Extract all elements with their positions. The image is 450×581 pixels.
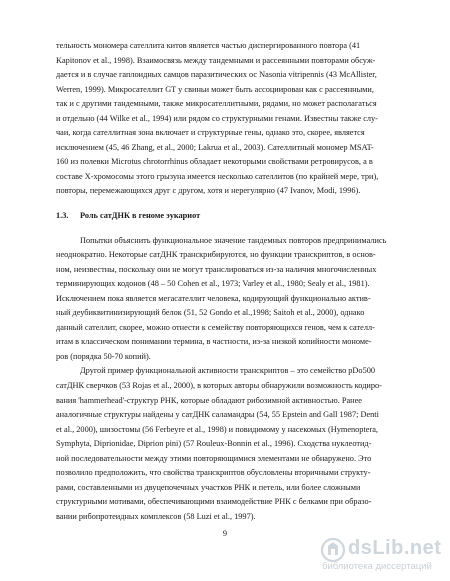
text-line: ров (порядка 50-70 копий). bbox=[56, 351, 151, 361]
text-line: ный деубиквитинизирующий белок (51, 52 Gondo et al.,1998; Saitoh et al., 2000), однако bbox=[56, 308, 365, 318]
text-line: ном, неизвестны, поскольку они не могут транслироваться из-за наличия многочисленных bbox=[56, 264, 377, 274]
text-line: составе X-хромосомы этого грызуна имеется несколько сателлитов (по крайней мере, три), bbox=[56, 171, 379, 181]
text-line: вания 'hammerhead'-структур РНК, которые обладают рибозимной активностью. Ранее bbox=[56, 395, 362, 405]
text-line: аналогичные структуры найдены у сатДНК саламандры (54, 55 Epstein and Gall 1987; Denti bbox=[56, 410, 379, 420]
text-line: структурными мотивами, обеспечивающими взаимодействие РНК с белками при образо- bbox=[56, 497, 372, 507]
section-number: 1.3. bbox=[56, 211, 69, 221]
page-number: 9 bbox=[222, 529, 228, 538]
text-line: сатДНК сверчков (53 Rojas et al., 2000), в которых авторы обнаружили возможность кодиро- bbox=[56, 381, 382, 391]
text-line: данный сателлит, скорее, можно отнести к семейству повторяющихся генов, чем к сателл- bbox=[56, 322, 375, 332]
paragraph-1 bbox=[56, 39, 412, 199]
section-title: Роль сатДНК в геноме эукариот bbox=[80, 211, 201, 221]
text-line: так и с другими тандемными, также микросателлитными, рядами, но может располагаться bbox=[56, 99, 377, 109]
text-line: итам в классическом понимании термина, в частности, из-за низкой копийности мономе- bbox=[56, 337, 372, 347]
watermark-domain: dsLib.net bbox=[348, 537, 442, 559]
watermark bbox=[320, 537, 442, 575]
text-line: позволило предположить, что свойства транскриптов обусловлены вторичными структу- bbox=[56, 468, 371, 478]
text-line: и отдельно (44 Wilke et al., 1994) или рядом со структурными генами. Известны также слу- bbox=[56, 113, 378, 123]
text-line: Kapitonov et al., 1998). Взаимосвязь между тандемными и рассеянными повторами обсуж- bbox=[56, 55, 376, 65]
watermark-subtitle: библиотека диссертаций bbox=[322, 561, 432, 572]
text-line: Попытки объяснить функциональное значение тандемных повторов предпринимались bbox=[80, 235, 387, 245]
text-line: рами, составленными из двуцепочечных участков РНК и петель, или более сложными bbox=[56, 482, 361, 492]
text-line: терминирующих кодонов (48 – 50 Cohen et al., 1973; Varley et al., 1980; Sealy et al., 1981). bbox=[56, 279, 370, 289]
paragraph-3 bbox=[56, 364, 412, 524]
text-line: исключением (45, 46 Zhang, et al., 2000; Lakrua et al., 2003). Сателлитный мономер MSAT- bbox=[56, 142, 374, 152]
text-line: et al., 2000), шизостомы (56 Ferbeyre et al., 1998) и повидимому у насекомых (Hymenoptera, bbox=[56, 424, 378, 434]
text-line: ной последовательности между этими повторяющимися элементами не обнаружено. Это bbox=[56, 453, 372, 463]
text-line: Исключением пока является мегасателлит человека, кодирующий функционально актив- bbox=[56, 293, 371, 303]
section-heading bbox=[56, 209, 412, 224]
text-line: повторы, перемежающихся друг с другом, хотя и нерегулярно (47 Ivanov, Modi, 1996). bbox=[56, 186, 361, 196]
text-line: Symphyta, Diprionidae, Diprion pini) (57 Rouleux-Bonnin et al., 1996). Сходства нуклеотид- bbox=[56, 439, 372, 449]
text-line: Другой пример функциональной активности транскриптов – это семейство pDo500 bbox=[80, 366, 376, 376]
text-line: чаи, когда сателлитная зона включает и структурные гены, однако это, скорее, является bbox=[56, 128, 365, 138]
text-line: вании рибопротеидных комплексов (58 Luzi et al., 1997). bbox=[56, 511, 256, 521]
text-line: тельность мономера сателлита китов является частью диспергированного повтора (41 bbox=[56, 41, 361, 50]
text-line: дается и в случае гаплоидных самцов паразитических ос Nasonia vitripennis (43 McAllister, bbox=[56, 70, 377, 80]
text-line: Werren, 1999). Микросателлит GT у свиньи может быть ассоциирован как с рассеянными, bbox=[56, 84, 374, 94]
paragraph-2 bbox=[56, 234, 412, 365]
dslib-logo-icon bbox=[320, 537, 346, 563]
text-line: неоднократно. Некоторые сатДНК транскрибируются, но функции транскриптов, в основ- bbox=[56, 250, 376, 260]
body-text bbox=[56, 39, 412, 525]
text-line: 160 из полевки Microtus chrotorrhinus обладает некоторыми свойствами ретровирусов, а в bbox=[56, 157, 373, 167]
